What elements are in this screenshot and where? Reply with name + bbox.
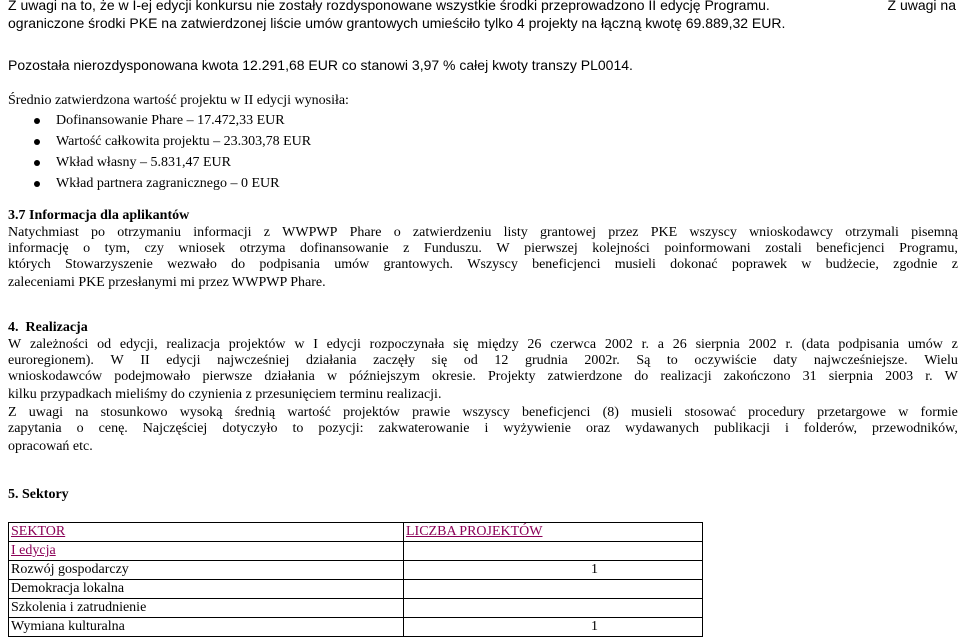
word: zatwierdzeniu <box>412 225 492 240</box>
word: informacji <box>193 225 252 240</box>
word: najwcześniejsze. <box>813 353 908 368</box>
word: Phare <box>349 225 382 240</box>
table-row <box>9 618 703 637</box>
paragraph-line <box>8 421 958 437</box>
word: w <box>801 257 812 272</box>
word: zatwierdzone <box>547 369 623 384</box>
bullet-icon <box>34 160 40 166</box>
word: II <box>140 353 150 368</box>
word: czy <box>144 241 164 256</box>
word: z <box>951 257 958 272</box>
paragraph-line <box>8 225 958 241</box>
word: oczywiście <box>694 353 757 368</box>
word: zgodnie <box>893 257 938 272</box>
word: o <box>393 225 401 240</box>
word: się <box>431 353 448 368</box>
paragraph-line: opracowań etc. <box>8 438 93 454</box>
word: Z <box>8 404 17 420</box>
word: wniosek <box>178 241 226 256</box>
word: 2003 <box>885 369 914 384</box>
word: musieli <box>631 404 673 420</box>
word: na <box>75 404 89 420</box>
count-cell: 1 <box>404 561 703 580</box>
word: poprawek <box>731 257 788 272</box>
word: 26 <box>672 337 687 352</box>
intro-line-1: Z uwagi na to, że w I-ej edycji konkursu nie zostały rozdysponowane wszystkie środki przeprowadzono II edycję Programu. <box>8 0 770 13</box>
header-cell-count: LICZBA PROJEKTÓW <box>404 523 703 542</box>
list-item: Wkład własny – 5.831,47 EUR <box>34 152 311 173</box>
word: wszyscy <box>462 404 510 420</box>
word: beneficjenci <box>816 241 885 256</box>
word: musieli <box>614 257 656 272</box>
word: beneficjenci <box>522 404 591 420</box>
word: I <box>313 337 318 352</box>
word: W <box>8 337 22 352</box>
word: rozpoczynała <box>369 337 445 352</box>
sector-cell: Demokracja lokalna <box>9 580 404 599</box>
intro-line-1-tail: Z uwagi na <box>887 0 956 13</box>
word: (8) <box>602 404 619 420</box>
word: wnioskodawców <box>8 369 103 384</box>
word: do <box>231 257 246 272</box>
bullet-icon <box>34 118 40 124</box>
word: pierwsze <box>202 369 253 384</box>
word: kolejności <box>592 241 650 256</box>
list-item: Wkład partnera zagranicznego – 0 EUR <box>34 173 311 194</box>
word: folderów, <box>803 420 858 436</box>
word: edycji <box>166 353 201 368</box>
word: czerwca <box>550 337 597 352</box>
word: Najczęściej <box>142 420 208 436</box>
section-realization <box>8 318 958 456</box>
sector-cell: Rozwój gospodarczy <box>9 561 404 580</box>
header-cell-sector: SEKTOR <box>9 523 404 542</box>
paragraph-line <box>8 405 958 421</box>
word: wyżywienie <box>503 420 572 436</box>
paragraph-line <box>8 337 958 353</box>
word: z <box>403 241 410 256</box>
word: pisemną <box>911 225 958 240</box>
word: których <box>8 257 51 272</box>
word: z <box>951 337 958 352</box>
word: pozycji: <box>318 420 364 436</box>
word: 2002 <box>748 337 777 352</box>
word: to <box>292 420 304 436</box>
word: grantowej <box>540 225 596 240</box>
word: umów <box>334 257 370 272</box>
word: w <box>326 369 338 384</box>
word: wysoką <box>179 404 223 420</box>
list-item: Wartość całkowita projektu – 23.303,78 EUR <box>34 131 311 152</box>
word: wnioskodawcy <box>749 225 834 240</box>
word: Funduszu. <box>423 241 482 256</box>
word: do <box>634 369 649 384</box>
word: dofinansowanie <box>300 241 389 256</box>
word: 12 <box>494 353 509 368</box>
word: r. <box>785 337 793 352</box>
word: zaczęły <box>373 353 416 368</box>
word: stosować <box>684 404 736 420</box>
table-row <box>9 561 703 580</box>
bullet-icon <box>34 181 40 187</box>
intro-line-2: ograniczone środki PKE na zatwierdzonej liście umów grantowych umieściło tylko 4 projekty na łączną kwotę 69.889,32 EUR. <box>8 15 786 31</box>
word: euroregionem). <box>8 353 94 368</box>
table-row <box>9 542 703 561</box>
word: okresie. <box>431 369 476 384</box>
word: umów <box>907 337 943 352</box>
word: procedury <box>748 404 805 420</box>
word: edycji, <box>119 337 158 352</box>
word: realizacja <box>166 337 220 352</box>
word: o <box>76 420 84 436</box>
count-cell <box>404 580 703 599</box>
word: uwagi <box>28 404 63 420</box>
paragraph-line: kilku przypadkach mieliśmy do czynienia z przesunięciem terminu realizacji. <box>8 387 442 402</box>
remaining-amount-text: Pozostała nierozdysponowana kwota 12.291,68 EUR co stanowi 3,97 % całej kwoty transzy PL0014. <box>8 57 633 73</box>
word: zależności <box>30 337 89 352</box>
sector-cell: Szkolenia i zatrudnienie <box>9 599 404 618</box>
word: W <box>110 353 124 368</box>
word: od <box>463 353 478 368</box>
word: projektów <box>343 404 400 420</box>
average-value-list <box>34 110 311 194</box>
word: 31 <box>802 369 817 384</box>
word: z <box>263 225 270 240</box>
word: wartość <box>287 404 331 420</box>
sector-cell: Wymiana kulturalna <box>9 618 404 637</box>
section-heading: 4. Realizacja <box>8 320 88 335</box>
word: W <box>496 241 510 256</box>
edition-cell: I edycja <box>9 542 404 561</box>
word: przewodników, <box>872 420 958 436</box>
word: publikacji <box>714 420 770 436</box>
word: od <box>97 337 112 352</box>
word: tym, <box>104 241 130 256</box>
word: podpisania <box>259 257 320 272</box>
word: Projekty <box>488 369 536 384</box>
word: otrzyma <box>239 241 286 256</box>
table-row <box>9 599 703 618</box>
word: wydawanych <box>625 420 699 436</box>
word: podpisania <box>838 337 900 352</box>
word: prawie <box>412 404 451 420</box>
section-heading: 5. Sektory <box>8 487 69 502</box>
word: 2002 <box>604 337 633 352</box>
word: r. <box>641 337 649 352</box>
word: realizacji <box>660 369 712 384</box>
word: otrzymali <box>845 225 899 240</box>
word: dokonać <box>670 257 718 272</box>
word: Programu, <box>899 241 958 256</box>
word: budżecie, <box>825 257 879 272</box>
word: średnią <box>234 404 276 420</box>
word: i <box>484 420 489 436</box>
word: W <box>944 369 958 384</box>
word: formie <box>920 404 958 420</box>
word: beneficjenci <box>532 257 601 272</box>
word: i <box>785 420 789 436</box>
word: sierpnia <box>828 369 874 384</box>
word: zakwaterowanie <box>378 420 470 436</box>
word: stosunkowo <box>100 404 168 420</box>
section-heading: 3.7 Informacja dla aplikantów <box>8 208 190 223</box>
paragraph-line <box>8 369 958 385</box>
word: edycji <box>326 337 361 352</box>
sectors-table <box>8 522 703 637</box>
average-value-title: Średnio zatwierdzona wartość projektu w II edycji wynosiła: <box>8 93 349 108</box>
count-cell: 1 <box>404 618 703 637</box>
word: sierpnia <box>695 337 740 352</box>
word: zapytania <box>8 420 62 436</box>
word: to <box>666 353 678 368</box>
word: wszyscy <box>689 225 737 240</box>
word: poinformowani <box>664 241 751 256</box>
word: Stowarzyszenie <box>65 257 153 272</box>
word: Wielu <box>924 353 958 368</box>
word: dotyczyło <box>222 420 278 436</box>
list-item: Dofinansowanie Phare – 17.472,33 EUR <box>34 110 311 131</box>
word: PKE <box>650 225 678 240</box>
word: pierwszej <box>524 241 578 256</box>
word: najwcześniej <box>217 353 290 368</box>
word: grudnia <box>524 353 568 368</box>
bullet-icon <box>34 139 40 145</box>
table-row <box>9 580 703 599</box>
word: a <box>657 337 664 352</box>
word: działania <box>264 369 315 384</box>
word: wezwało <box>167 257 217 272</box>
word: zostali <box>765 241 802 256</box>
word: r. <box>925 369 933 384</box>
word: przetargowe <box>817 404 887 420</box>
word: 26 <box>527 337 542 352</box>
word: daty <box>773 353 798 368</box>
word: projektów <box>228 337 286 352</box>
word: grantowych. <box>383 257 454 272</box>
table-header-row <box>9 523 703 542</box>
count-cell <box>404 599 703 618</box>
word: oraz <box>586 420 611 436</box>
word: Wszyscy <box>467 257 518 272</box>
paragraph-line <box>8 353 958 369</box>
word: o <box>83 241 91 256</box>
paragraph-line <box>8 241 958 257</box>
section-sectors <box>8 485 958 504</box>
paragraph-line <box>8 257 958 273</box>
word: podejmowało <box>114 369 191 384</box>
word: przez <box>608 225 639 240</box>
word: otrzymaniu <box>117 225 181 240</box>
paragraph-line: zaleceniami PKE przesłanymi mi przez WWPWP Phare. <box>8 275 326 290</box>
word: (data <box>801 337 830 352</box>
section-applicant-info <box>8 206 958 293</box>
word: cenę. <box>98 420 128 436</box>
word: listy <box>503 225 528 240</box>
word: działania <box>305 353 357 368</box>
word: Natychmiast <box>8 225 79 240</box>
word: informację <box>8 241 69 256</box>
word: WWPWP <box>282 225 338 240</box>
word: się <box>453 337 469 352</box>
word: w <box>294 337 305 352</box>
word: w <box>898 404 909 420</box>
word: Są <box>636 353 651 368</box>
word: 2002r. <box>584 353 620 368</box>
word: między <box>477 337 519 352</box>
word: po <box>90 225 105 240</box>
word: późniejszym <box>349 369 420 384</box>
word: zakończono <box>723 369 791 384</box>
